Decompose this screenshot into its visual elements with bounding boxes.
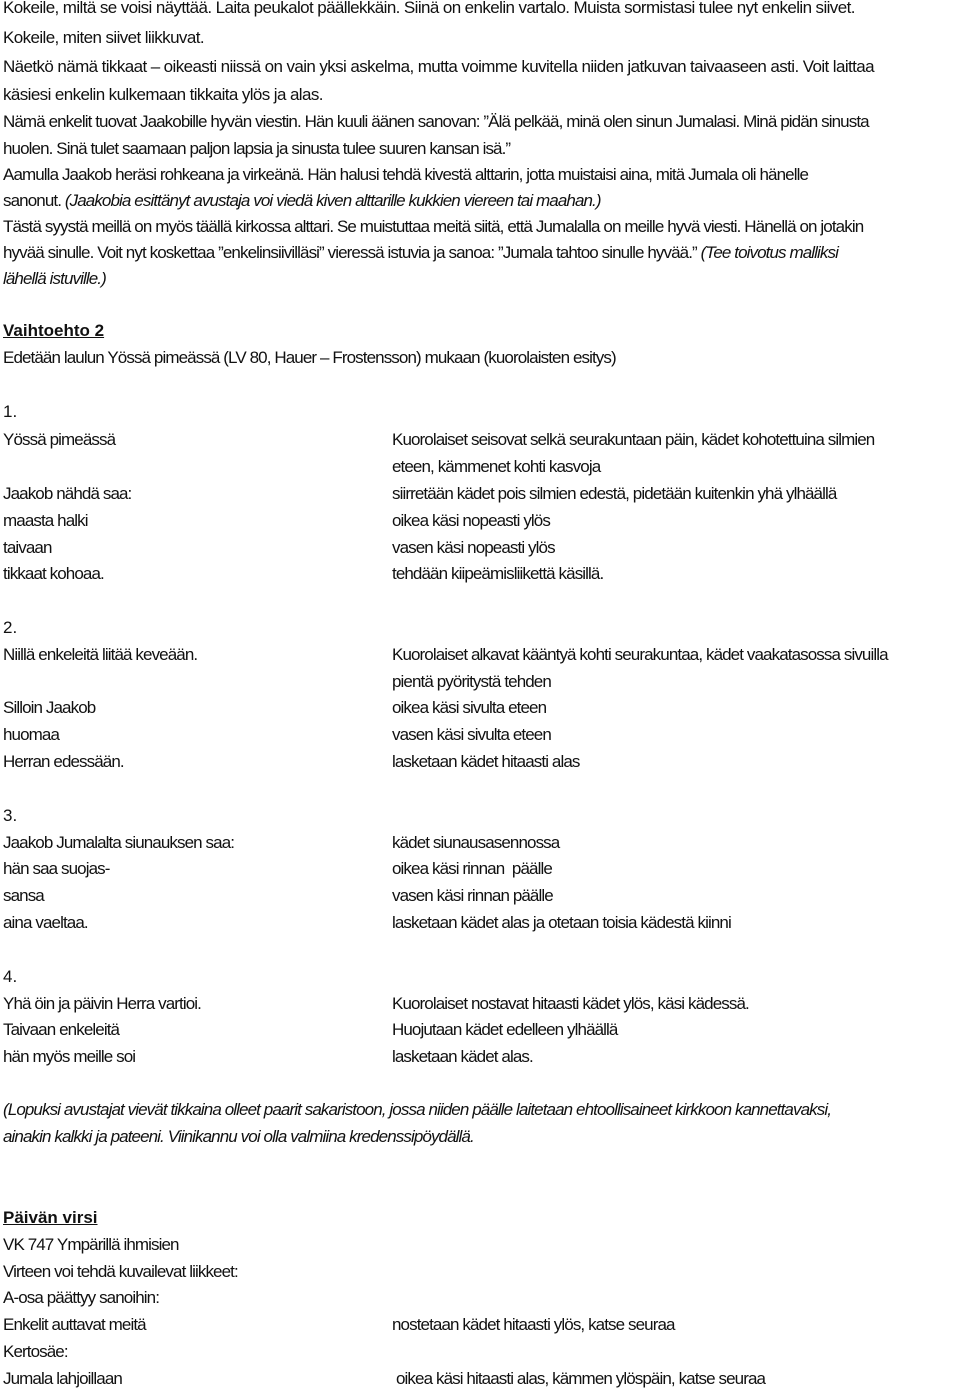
intro-line-4: käsiesi enkelin kulkemaan tikkaita ylös ja alas. — [3, 85, 323, 104]
verse-3-action: kädet siunausasennossa — [392, 833, 560, 852]
hymn-action: oikea käsi hitaasti alas, kämmen ylöspäin, katse seuraa — [396, 1369, 766, 1388]
verse-4-number: 4. — [3, 967, 18, 986]
verse-1-number: 1. — [3, 402, 18, 421]
verse-4-action: Kuorolaiset nostavat hitaasti kädet ylös, käsi kädessä. — [392, 994, 749, 1013]
intro-line-11: lähellä istuville.) — [3, 269, 106, 288]
option2-heading: Vaihtoehto 2 — [3, 321, 105, 340]
intro-line-7: Aamulla Jaakob heräsi rohkeana ja virkeänä. Hän halusi tehdä kivestä alttarin, jotta muistaisi aina, mitä Jumala oli hänelle — [3, 165, 809, 184]
verse-2-lyric: huomaa — [3, 725, 60, 744]
hymn-title: VK 747 Ympärillä ihmisien — [3, 1235, 179, 1254]
verse-2-lyric: Silloin Jaakob — [3, 698, 96, 717]
intro-line-3: Näetkö nämä tikkaat – oikeasti niissä on vain yksi askelma, mutta voimme kuvitella niiden jatkuvan taivaaseen asti. Voit laittaa — [3, 57, 874, 76]
verse-1-lyric: Yössä pimeässä — [3, 430, 116, 449]
intro-line-9: Tästä syystä meillä on myös täällä kirkossa alttari. Se muistuttaa meitä siitä, että Jumalalla on meille hyvä viesti. Hänellä on jotakin — [3, 217, 864, 236]
hymn-line: A-osa päättyy sanoihin: — [3, 1288, 160, 1307]
verse-2-action: oikea käsi sivulta eteen — [392, 698, 547, 717]
verse-1-action: Kuorolaiset seisovat selkä seurakuntaan päin, kädet kohotettuina silmien — [392, 430, 875, 449]
hymn-line: Kertosäe: — [3, 1342, 68, 1361]
hymn-line: Virteen voi tehdä kuvailevat liikkeet: — [3, 1262, 238, 1281]
hymn-heading: Päivän virsi — [3, 1208, 98, 1227]
verse-1-lyric: Jaakob nähdä saa: — [3, 484, 132, 503]
verse-1-action: tehdään kiipeämisliikettä käsillä. — [392, 564, 604, 583]
verse-3-lyric: Jaakob Jumalalta siunauksen saa: — [3, 833, 235, 852]
verse-1-action: vasen käsi nopeasti ylös — [392, 538, 555, 557]
intro-line-8 — [3, 190, 601, 212]
intro-line-5: Nämä enkelit tuovat Jaakobille hyvän viestin. Hän kuuli äänen sanovan: ”Älä pelkää, minä olen sinun Jumalasi. Minä pidän sinusta — [3, 112, 869, 131]
verse-2-lyric: Herran edessään. — [3, 752, 124, 771]
verse-2-action: lasketaan kädet hitaasti alas — [392, 752, 580, 771]
verse-3-lyric: aina vaeltaa. — [3, 913, 88, 932]
verse-1-action: eteen, kämmenet kohti kasvoja — [392, 457, 601, 476]
closing-note-line-2: ainakin kalkki ja pateeni. Viinikannu voi olla valmiina kredenssipöydällä. — [3, 1127, 474, 1146]
hymn-action: nostetaan kädet hitaasti ylös, katse seuraa — [392, 1315, 675, 1334]
verse-4-lyric: hän myös meille soi — [3, 1047, 136, 1066]
verse-4-action: Huojutaan kädet edelleen ylhäällä — [392, 1020, 618, 1039]
intro-line-6: huolen. Sinä tulet saamaan paljon lapsia ja sinusta tulee suuren kansan isä.” — [3, 139, 511, 158]
intro-line-10-text: hyvää sinulle. Voit nyt koskettaa ”enkelinsiivilläsi” vieressä istuvia ja sanoa: ”Jumala tahtoo sinulle hyvää.” — [3, 243, 697, 262]
verse-1-action: siirretään kädet pois silmien edestä, pidetään kuitenkin yhä ylhäällä — [392, 484, 837, 503]
verse-4-action: lasketaan kädet alas. — [392, 1047, 533, 1066]
intro-line-8-note: (Jaakobia esittänyt avustaja voi viedä kiven alttarille kukkien viereen tai maahan.) — [64, 191, 601, 210]
verse-2-lyric: Niillä enkeleitä liitää keveään. — [3, 645, 198, 664]
verse-3-action: lasketaan kädet alas ja otetaan toisia kädestä kiinni — [392, 913, 731, 932]
verse-3-lyric: sansa — [3, 886, 44, 905]
verse-1-lyric: tikkaat kohoaa. — [3, 564, 104, 583]
verse-1-lyric: maasta halki — [3, 511, 88, 530]
verse-3-lyric: hän saa suojas- — [3, 859, 110, 878]
verse-2-action: pientä pyöritystä tehden — [392, 672, 551, 691]
closing-note-line-1: (Lopuksi avustajat vievät tikkaina olleet paarit sakaristoon, jossa niiden päälle laitetaan ehtoollisaineet kirkkoon kannettavaksi, — [3, 1100, 832, 1119]
verse-4-lyric: Taivaan enkeleitä — [3, 1020, 120, 1039]
intro-line-2: Kokeile, miten siivet liikkuvat. — [3, 28, 204, 47]
verse-2-number: 2. — [3, 618, 18, 637]
intro-line-10 — [3, 242, 838, 264]
verse-1-lyric: taivaan — [3, 538, 52, 557]
hymn-lyric: Jumala lahjoillaan — [3, 1369, 122, 1388]
hymn-lyric: Enkelit auttavat meitä — [3, 1315, 146, 1334]
verse-2-action: Kuorolaiset alkavat kääntyä kohti seurakuntaa, kädet vaakatasossa sivuilla — [392, 645, 888, 664]
verse-1-action: oikea käsi nopeasti ylös — [392, 511, 550, 530]
verse-2-action: vasen käsi sivulta eteen — [392, 725, 551, 744]
verse-3-number: 3. — [3, 806, 18, 825]
intro-line-1: Kokeile, miltä se voisi näyttää. Laita peukalot päällekkäin. Siinä on enkelin vartalo. Muista sormistasi tulee nyt enkelin siivet. — [3, 0, 855, 17]
verse-3-action: oikea käsi rinnan päälle — [392, 859, 552, 878]
verse-3-action: vasen käsi rinnan päälle — [392, 886, 553, 905]
verse-4-lyric: Yhä öin ja päivin Herra vartioi. — [3, 994, 201, 1013]
option2-intro: Edetään laulun Yössä pimeässä (LV 80, Hauer – Frostensson) mukaan (kuorolaisten esitys) — [3, 348, 616, 367]
intro-line-10-note: (Tee toivotus malliksi — [700, 243, 839, 262]
intro-line-8-text: sanonut. — [3, 191, 62, 210]
